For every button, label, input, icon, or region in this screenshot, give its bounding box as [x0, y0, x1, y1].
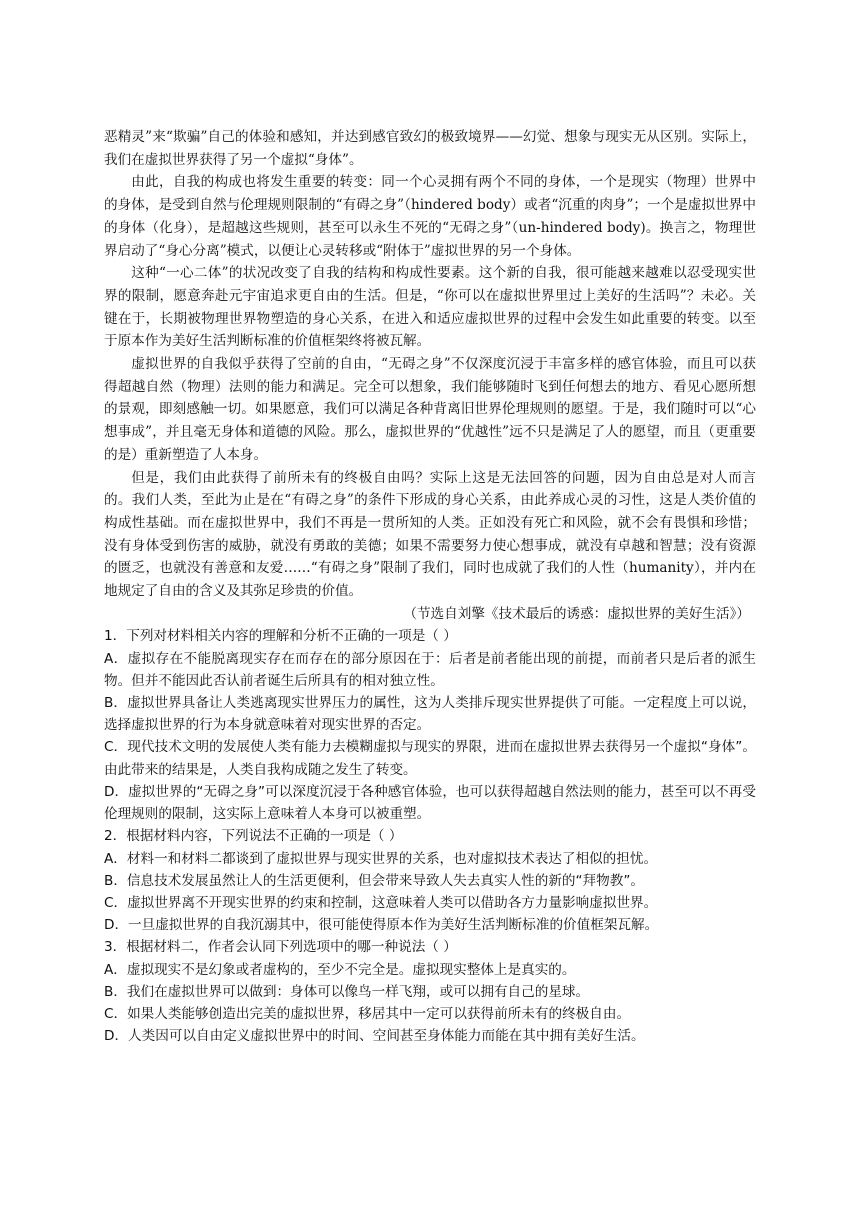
passage-source: （节选自刘擎《技术最后的诱惑：虚拟世界的美好生活》）: [403, 605, 750, 622]
answer-option: C．如果人类能够创造出完美的虚拟世界，移居其中一定可以获得前所未有的终极自由。: [104, 1005, 631, 1022]
answer-option: D．一旦虚拟世界的自我沉溺其中，很可能使得原本作为美好生活判断标准的价值框架瓦解。: [104, 917, 659, 934]
answer-option: D．虚拟世界的“无碍之身”可以深度沉浸于各种感官体验，也可以获得超越自然法则的能力，甚至可以不再受伦理规则的限制，这实际上意味着人本身可以被重塑。: [104, 783, 756, 823]
passage-paragraph: 由此，自我的构成也将发生重要的转变：同一个心灵拥有两个不同的身体，一个是现实（物理）世界中的身体，是受到自然与伦理规则限制的“有碍之身”（hindered body）或者“沉重的肉身”；一个是虚拟世界中的身体（化身），是超越这些规则，甚至可以永生不死的“无碍之身”（un-hindered body)。换言之，物理世界启动了“身心分离”模式，以便让心灵转移或“附体于”虚拟世界的另一个身体。: [104, 174, 756, 259]
passage-paragraph: 但是，我们由此获得了前所未有的终极自由吗？实际上这是无法回答的问题，因为自由总是对人而言的。我们人类，至此为止是在“有碍之身”的条件下形成的身心关系，由此养成心灵的习性，这是人类价值的构成性基础。而在虚拟世界中，我们不再是一贯所知的人类。正如没有死亡和风险，就不会有畏惧和珍惜；没有身体受到伤害的威胁，就没有勇敢的美德；如果不需要努力使心想事成，就没有卓越和智慧；没有资源的匮乏，也就没有善意和友爱……“有碍之身”限制了我们，同时也成就了我们的人性（humanity），并内在地规定了自由的含义及其弥足珍贵的价值。: [104, 469, 756, 600]
answer-option: B．信息技术发展虽然让人的生活更便利，但会带来导致人失去真实人性的新的“拜物教”。: [104, 872, 644, 889]
question-1: [104, 625, 756, 825]
answer-option: C．现代技术文明的发展使人类有能力去模糊虚拟与现实的界限，进而在虚拟世界去获得另一个虚拟“身体”。由此带来的结果是，人类自我构成随之发生了转变。: [104, 739, 756, 778]
question-stem: 2．根据材料内容，下列说法不正确的一项是（ ）: [104, 828, 403, 845]
answer-option: A．虚拟现实不是幻象或者虚构的，至少不完全是。虚拟现实整体上是真实的。: [104, 961, 576, 978]
question-stem: 1．下列对材料相关内容的理解和分析不正确的一项是（ ）: [104, 628, 457, 645]
answer-option: A．虚拟存在不能脱离现实存在而存在的部分原因在于：后者是前者能出现的前提，而前者只是后者的派生物。但并不能因此否认前者诞生后所具有的相对独立性。: [104, 650, 756, 689]
passage-paragraph: 虚拟世界的自我似乎获得了空前的自由，“无碍之身”不仅深度沉浸于丰富多样的感官体验，而且可以获得超越自然（物理）法则的能力和满足。完全可以想象，我们能够随时飞到任何想去的地方、看见心愿所想的景观，即刻感触一切。如果愿意，我们可以满足各种背离旧世界伦理规则的愿望。于是，我们随时可以“心想事成”，并且毫无身体和道德的风险。那么，虚拟世界的“优越性”远不只是满足了人的愿望，而且（更重要的是）重新塑造了人本身。: [104, 356, 756, 463]
question-stem: 3．根据材料二，作者会认同下列选项中的哪一种说法（ ）: [104, 939, 457, 956]
answer-option: B．我们在虚拟世界可以做到：身体可以像鸟一样飞翔，或可以拥有自己的星球。: [104, 983, 590, 1000]
answer-option: D．人类因可以自由定义虚拟世界中的时间、空间甚至身体能力而能在其中拥有美好生活。: [104, 1028, 645, 1045]
exam-page: [104, 126, 756, 1047]
passage-paragraph: 恶精灵”来“欺骗”自己的体验和感知，并达到感官致幻的极致境界——幻觉、想象与现实无从区别。实际上，我们在虚拟世界获得了另一个虚拟“身体”。: [104, 129, 756, 168]
answer-option: A．材料一和材料二都谈到了虚拟世界与现实世界的关系，也对虚拟技术表达了相似的担忧。: [104, 850, 658, 867]
answer-option: C．虚拟世界离不开现实世界的约束和控制，这意味着人类可以借助各方力量影响虚拟世界。: [104, 894, 658, 911]
passage-paragraph: 这种“一心二体”的状况改变了自我的结构和构成性要素。这个新的自我，很可能越来越难以忍受现实世界的限制，愿意奔赴元宇宙追求更自由的生活。但是，“你可以在虚拟世界里过上美好的生活吗”？未必。关键在于，长期被物理世界物塑造的身心关系，在进入和适应虚拟世界的过程中会发生如此重要的转变。以至于原本作为美好生活判断标准的价值框架终将被瓦解。: [104, 265, 756, 350]
question-2: [104, 825, 756, 936]
question-3: [104, 936, 756, 1047]
answer-option: B．虚拟世界具备让人类逃离现实世界压力的属性，这为人类排斥现实世界提供了可能。一定程度上可以说，选择虚拟世界的行为本身就意味着对现实世界的否定。: [104, 695, 756, 734]
